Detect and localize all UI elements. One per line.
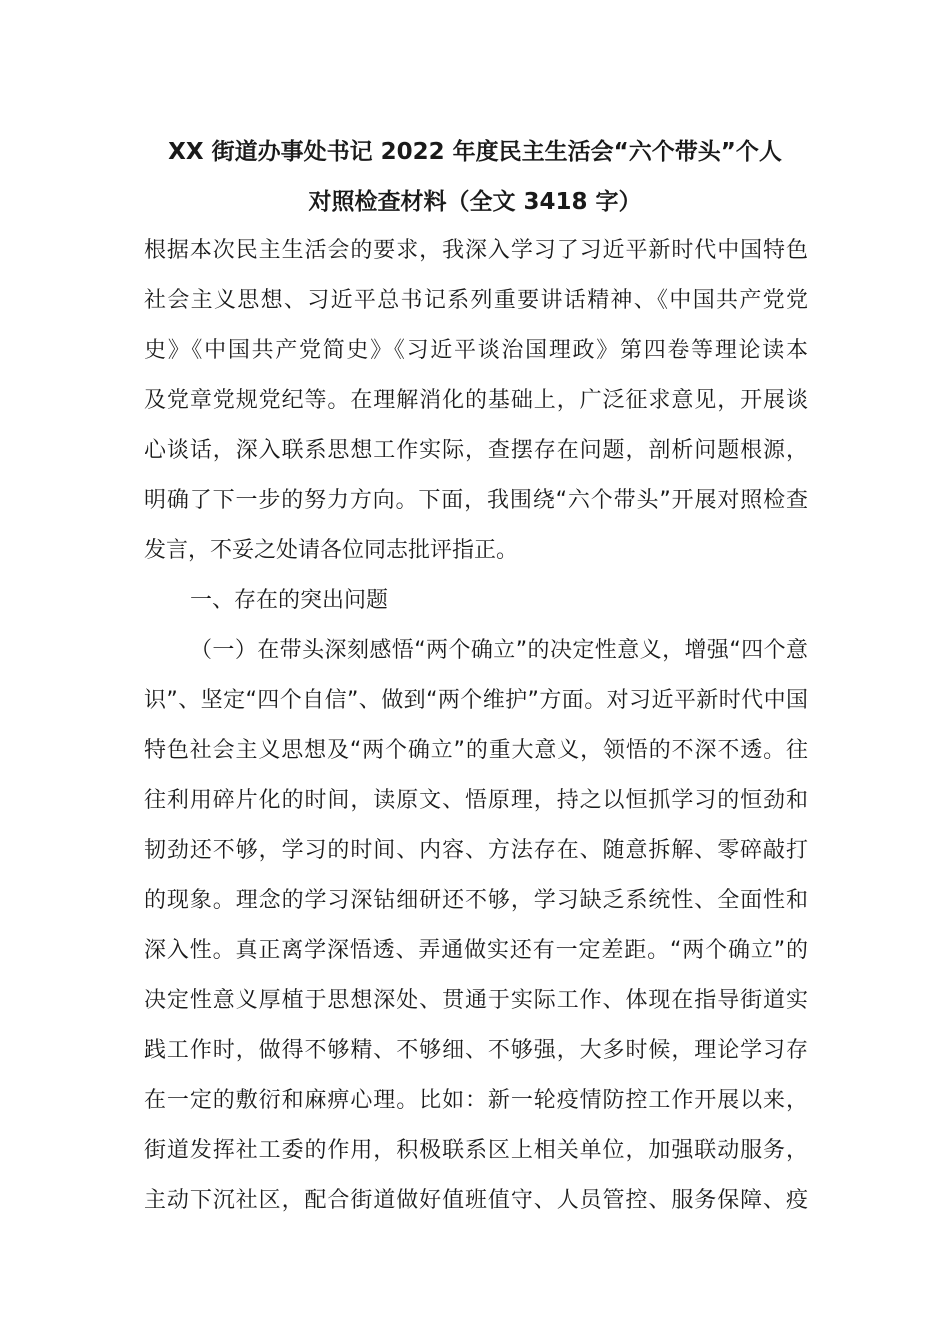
- paragraph-line: 韧劲还不够，学习的时间、内容、方法存在、随意拆解、零碎敲打: [144, 838, 808, 863]
- paragraph-line: 的现象。理念的学习深钻细研还不够，学习缺乏系统性、全面性和: [144, 888, 808, 913]
- document-title-line-1: XX 街道办事处书记 2022 年度民主生活会“六个带头”个人: [168, 139, 782, 165]
- paragraph-line: 践工作时，做得不够精、不够细、不够强，大多时候，理论学习存: [144, 1038, 808, 1063]
- paragraph-line: 及党章党规党纪等。在理解消化的基础上，广泛征求意见，开展谈: [144, 388, 808, 413]
- document-title-line-2: 对照检查材料（全文 3418 字）: [308, 189, 642, 215]
- paragraph-line: 史》《中国共产党简史》《习近平谈治国理政》第四卷等理论读本: [144, 338, 808, 363]
- paragraph-line: （一）在带头深刻感悟“两个确立”的决定性意义，增强“四个意: [190, 638, 808, 663]
- paragraph-line: 在一定的敷衍和麻痹心理。比如：新一轮疫情防控工作开展以来，: [144, 1088, 808, 1113]
- paragraph-line: 明确了下一步的努力方向。下面，我围绕“六个带头”开展对照检查: [144, 488, 808, 513]
- paragraph-line: 往利用碎片化的时间，读原文、悟原理，持之以恒抓学习的恒劲和: [144, 788, 808, 813]
- paragraph-line: 心谈话，深入联系思想工作实际，查摆存在问题，剖析问题根源，: [144, 438, 808, 463]
- section-heading: 一、存在的突出问题: [190, 588, 389, 613]
- paragraph-line: 街道发挥社工委的作用，积极联系区上相关单位，加强联动服务，: [144, 1138, 808, 1163]
- paragraph-line: 决定性意义厚植于思想深处、贯通于实际工作、体现在指导街道实: [144, 988, 808, 1013]
- paragraph-line: 根据本次民主生活会的要求，我深入学习了习近平新时代中国特色: [144, 238, 808, 263]
- paragraph-line: 社会主义思想、习近平总书记系列重要讲话精神、《中国共产党党: [144, 288, 808, 313]
- paragraph-line: 特色社会主义思想及“两个确立”的重大意义，领悟的不深不透。往: [144, 738, 808, 763]
- paragraph-line: 识”、坚定“四个自信”、做到“两个维护”方面。对习近平新时代中国: [144, 688, 808, 713]
- paragraph-line: 发言，不妥之处请各位同志批评指正。: [144, 538, 519, 563]
- paragraph-line: 主动下沉社区，配合街道做好值班值守、人员管控、服务保障、疫: [144, 1188, 808, 1213]
- paragraph-line: 深入性。真正离学深悟透、弄通做实还有一定差距。“两个确立”的: [144, 938, 808, 963]
